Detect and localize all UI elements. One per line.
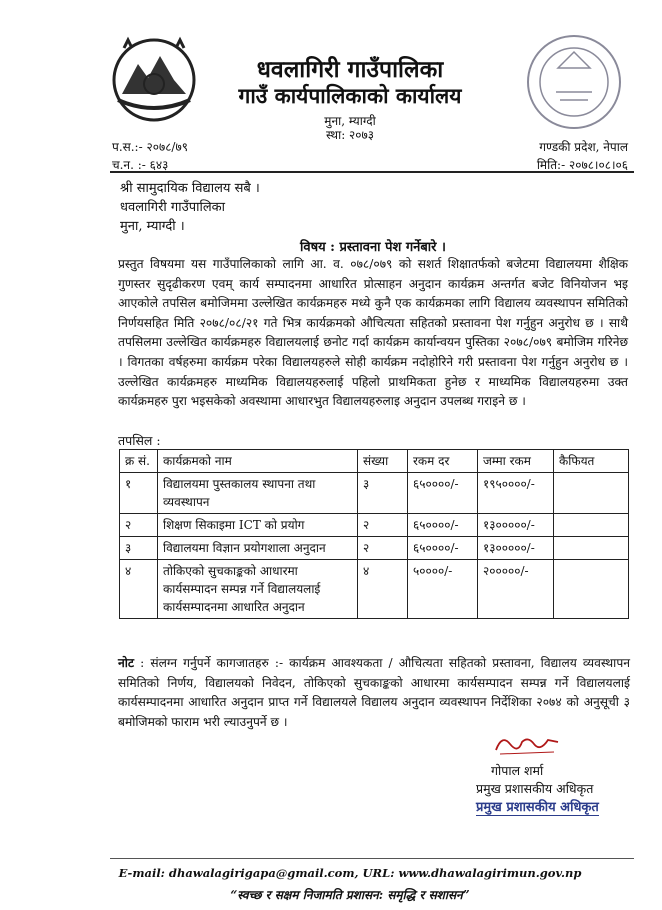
cell-total: २०००००/-: [478, 560, 554, 619]
ref-no: प.स.:- २०७८/७९: [112, 140, 188, 154]
table-row: [120, 473, 629, 514]
col-header-sn: क्र सं.: [120, 450, 158, 473]
signature-icon: [492, 730, 562, 758]
footer-divider: [110, 858, 634, 859]
signatory-role: प्रमुख प्रशासकीय अधिकृत: [476, 781, 594, 796]
table-header-row: [120, 450, 629, 473]
col-header-count: संख्या: [358, 450, 408, 473]
recipient-line1: श्री सामुदायिक विद्यालय सबै ।: [120, 181, 260, 196]
cell-program: तोकिएको सुचकाङ्कको आधारमा कार्यसम्पादन सम्पन्न गर्ने विद्यालयलाई कार्यसम्पादनमा आधारित अनुदान: [158, 560, 358, 619]
cell-rate: ६५००००/-: [408, 537, 478, 560]
col-header-remarks: कैफियत: [554, 450, 629, 473]
col-header-program: कार्यक्रमको नाम: [158, 450, 358, 473]
org-name: धवलागिरी गाउँपालिका: [256, 56, 444, 83]
cell-sn: २: [120, 514, 158, 537]
signatory-stamp: प्रमुख प्रशासकीय अधिकृत: [476, 797, 599, 816]
province: गण्डकी प्रदेश, नेपाल: [539, 140, 628, 154]
cell-program: शिक्षण सिकाइमा ICT को प्रयोग: [158, 514, 358, 537]
col-header-rate: रकम दर: [408, 450, 478, 473]
cell-remarks: [554, 537, 629, 560]
table-row: [120, 560, 629, 619]
note-label: नोट: [118, 656, 135, 670]
body-paragraph: प्रस्तुत विषयमा यस गाउँपालिकाको लागि आ. व. ०७८/०७९ को सशर्त शिक्षातर्फको बजेटमा विद्यालयमा शैक्षिक गुणस्तर सुदृढीकरण एवम् कार्य सम्पादनमा आधारित प्रोत्साहन अनुदान कार्यक्रम अन्तर्गत बजेट विनियोजन भइ आएकोले तपसिल बमोजिममा उल्लेखित कार्यक्रमहरु मध्ये कुनै एक कार्यक्रमका लागि विद्यालय व्यवस्थापन समितिको निर्णयसहित मिति २०७८/०८/२१ गते भित्र कार्यक्रमको औचित्यता सहितको प्रस्तावना पेश गर्नुहुन अनुरोध छ । साथै तपसिलमा उल्लेखित कार्यक्रमहरु विद्यालयलाई छनोट गर्दा कार्यक्रम कार्यान्वयन पुस्तिका २०७८/०७९ बमोजिम गरिनेछ । विगतका वर्षहरुमा कार्यक्रम परेका विद्यालयहरुले सोही कार्यक्रम नदोहोरिने गरी प्रस्तावना पेश गर्नुहुन अनुरोध छ । उल्लेखित कार्यक्रमहरु माध्यमिक विद्यालयहरुलाई पहिलो प्राथमिकता हुनेछ र माध्यमिक विद्यालयहरुमा उक्त कार्यक्रमहरु पुरा भइसकेको अवस्थामा आधारभुत विद्यालयहरुलाइ अनुदान उपलब्ध गराइने छ ।: [118, 257, 628, 409]
cell-count: ३: [358, 473, 408, 514]
address: मुना, म्याग्दी स्था: २०७३: [324, 114, 376, 142]
government-emblem-icon: [108, 34, 200, 126]
cell-count: ४: [358, 560, 408, 619]
cell-rate: ६५००००/-: [408, 473, 478, 514]
cell-remarks: [554, 473, 629, 514]
office-seal-icon: [520, 28, 628, 136]
note-paragraph: [118, 654, 630, 732]
date: मिति:- २०७८।०८।०६: [536, 158, 628, 172]
cell-remarks: [554, 560, 629, 619]
cell-remarks: [554, 514, 629, 537]
program-table: [119, 449, 629, 619]
table-row: [120, 537, 629, 560]
table-row: [120, 514, 629, 537]
cell-total: १९५००००/-: [478, 473, 554, 514]
signatory-name: गोपाल शर्मा: [491, 763, 544, 778]
cell-rate: ६५००००/-: [408, 514, 478, 537]
header-divider: [110, 171, 634, 173]
office-name: गाउँ कार्यपालिकाको कार्यालय: [238, 83, 462, 108]
cell-sn: १: [120, 473, 158, 514]
cell-total: १३०००००/-: [478, 537, 554, 560]
cell-total: १३०००००/-: [478, 514, 554, 537]
recipient-line3: मुना, म्याग्दी ।: [120, 219, 185, 234]
note-text: : संलग्न गर्नुपर्ने कागजातहरु :- कार्यक्रम आवश्यकता / औचित्यता सहितको प्रस्तावना, विद्यालय व्यवस्थापन समितिको निर्णय, विद्यालयको निवेदन, तोकिएको सुचकाङ्कको आधारमा कार्यसम्पादन सम्पन्न गर्ने विद्यालयलाई कार्यसम्पादनमा आधारित अनुदान प्राप्त गर्ने विद्यालयले विद्यालय अनुदान व्यवस्थापन निर्देशिका २०७४ को अनुसूची ३ बमोजिमको फाराम भरी ल्याउनुपर्ने छ ।: [118, 656, 631, 729]
col-header-total: जम्मा रकम: [478, 450, 554, 473]
tapsil-label: तपसिल :: [118, 433, 161, 448]
subject: विषय : प्रस्तावना पेश गर्नेबारे ।: [300, 240, 446, 255]
cell-program: विद्यालयमा विज्ञान प्रयोगशाला अनुदान: [158, 537, 358, 560]
cell-count: २: [358, 537, 408, 560]
cell-count: २: [358, 514, 408, 537]
cell-program: विद्यालयमा पुस्तकालय स्थापना तथा व्यवस्थापन: [158, 473, 358, 514]
cell-rate: ५००००/-: [408, 560, 478, 619]
cell-sn: ३: [120, 537, 158, 560]
footer-slogan: “स्वच्छ र सक्षम निजामति प्रशासन: समृद्धि र सशासन”: [230, 888, 470, 902]
cell-sn: ४: [120, 560, 158, 619]
recipient-line2: धवलागिरी गाउँपालिका: [120, 200, 225, 215]
footer-contact: E-mail: dhawalagirigapa@gmail.com, URL: www.dhawalagirimun.gov.np: [118, 866, 582, 880]
dispatch-no: च.न. :- ६४३: [112, 158, 169, 172]
